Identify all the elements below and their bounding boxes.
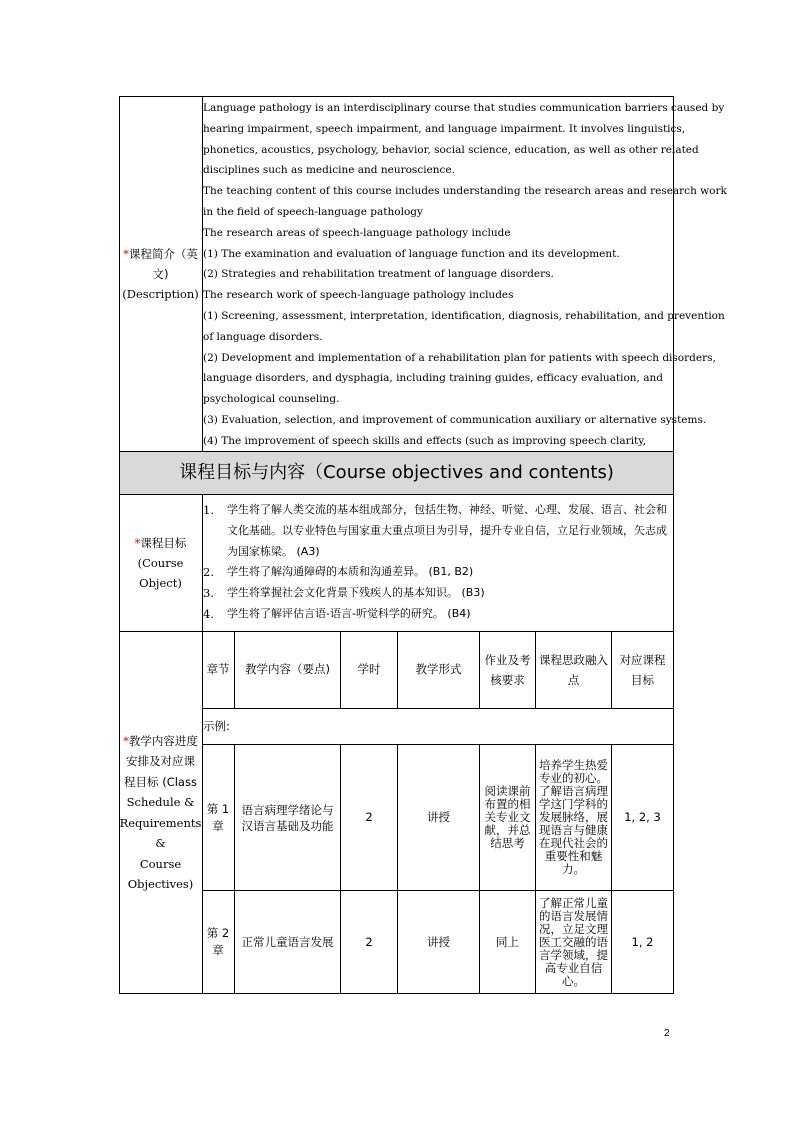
row1-form: 讲授: [398, 745, 480, 891]
header-objectives: 对应课程目标: [612, 631, 674, 709]
row1-chapter: 第 1 章: [202, 745, 235, 891]
row1-hours: 2: [341, 745, 398, 891]
row2-homework: 同上: [480, 891, 536, 994]
example-label: 示例:: [202, 709, 674, 745]
page-number: 2: [664, 1028, 670, 1039]
section-header: 课程目标与内容（Course objectives and contents): [119, 451, 674, 495]
row1-ideology: 培养学生热爱专业的初心。了解语言病理学这门学科的发展脉络，展现语言与健康在现代社会的重要性和魅力。: [536, 745, 612, 891]
header-content: 教学内容（要点): [235, 631, 341, 709]
row2-objectives: 1, 2: [612, 891, 674, 994]
objectives-list: [203, 500, 673, 625]
row2-hours: 2: [341, 891, 398, 994]
row1-objectives: 1, 2, 3: [612, 745, 674, 891]
schedule-table: [202, 631, 674, 994]
description-text: Language pathology is an interdisciplinary course that studies communication barriers caused by hearing impairment, speech impairment, and language impairment. It involves linguistics, phonetics, acoustics, psychology, behavior, social science, education, as well as other related disciplines such as medicine and neuroscience. The teaching content of this course includes understanding the research areas and research work in the field of speech-language pathology The research areas of speech-language pathology include (1) The examination and evaluation of language function and its development. (2) Strategies and rehabilitation treatment of language disorders. The research work of speech-language pathology includes (1) Screening, assessment, interpretation, identification, diagnosis, rehabilitation, and prevention of language disorders. (2) Development and implementation of a rehabilitation plan for patients with speech disorders, language disorders, and dysphagia, including training guides, efficacy evaluation, and psychological counseling. (3) Evaluation, selection, and improvement of communication auxiliary or alternative systems. (4) The improvement of speech skills and effects (such as improving speech clarity,: [203, 102, 727, 447]
objective-item: 2. 学生将了解沟通障碍的本质和沟通差异。 (B1, B2): [203, 565, 474, 580]
schedule-label: *教学内容进度 安排及对应课 程目标 (Class Schedule & Requirements & Course Objectives): [119, 733, 202, 891]
header-hours: 学时: [341, 631, 398, 709]
objective-item: 4. 学生将了解评估言语-语言-听觉科学的研究。 (B4): [203, 606, 471, 621]
row2-form: 讲授: [398, 891, 480, 994]
header-form: 教学形式: [398, 631, 480, 709]
row2-chapter: 第 2 章: [202, 891, 235, 994]
header-ideology: 课程思政融入点: [536, 631, 612, 709]
objective-item: 3. 学生将掌握社会文化背景下残疾人的基本知识。 (B3): [203, 586, 485, 601]
header-chapter: 章节: [202, 631, 235, 709]
objective-item: 1. 学生将了解人类交流的基本组成部分，包括生物、神经、听觉、心理、发展、语言、社会和文化基础。以专业特色与国家重大重点项目为引导，提升专业自信，立足行业领域，矢志成为国家栋梁。 (A3): [203, 503, 667, 558]
row1-homework: 阅读课前布置的相关专业文献，并总结思考: [480, 745, 536, 891]
description-label: *课程简介（英 文) (Description): [122, 247, 199, 301]
row2-ideology: 了解正常儿童的语言发展情况，立足文理医工交融的语言学领域，提高专业自信心。: [536, 891, 612, 994]
row2-content: 正常儿童语言发展: [235, 891, 341, 994]
header-homework: 作业及考核要求: [480, 631, 536, 709]
objectives-label: *课程目标 (Course Object): [134, 536, 187, 590]
row1-content: 语言病理学绪论与汉语言基础及功能: [235, 745, 341, 891]
